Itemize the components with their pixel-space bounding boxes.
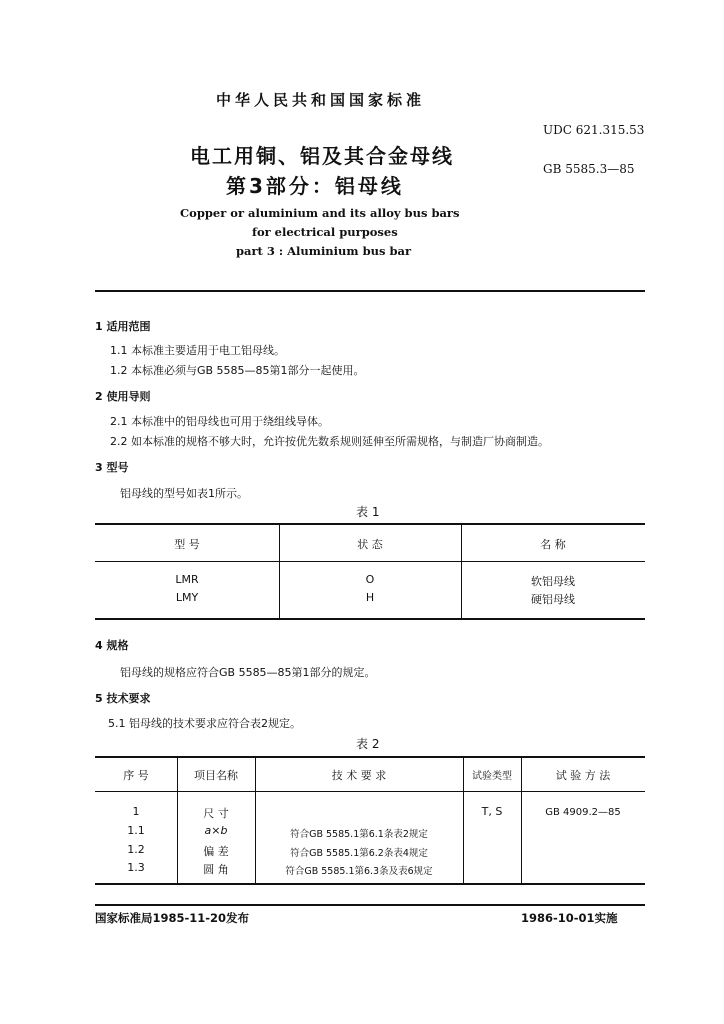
table1-header-name: 名 称 — [540, 538, 566, 551]
section-4-text: 铝母线的规格应符合GB 5585—85第1部分的规定。 — [120, 666, 376, 679]
clause-1-2: 1.2 本标准必须与GB 5585—85第1部分一起使用。 — [110, 364, 365, 377]
table1-cell: 软铝母线 — [531, 575, 575, 588]
header-rule — [95, 290, 645, 292]
table1-bottom-rule — [95, 618, 645, 620]
table2-bottom-rule — [95, 883, 645, 885]
table1-cell: O — [365, 573, 375, 586]
national-standard-label: 中华人民共和国国家标准 — [216, 91, 426, 109]
table2-cell: 圆 角 — [203, 863, 229, 876]
clause-5-1: 5.1 铝母线的技术要求应符合表2规定。 — [108, 717, 301, 730]
udc-code: UDC 621.315.53 — [543, 123, 645, 137]
section-2-heading: 2 使用导则 — [95, 390, 151, 403]
table2-cell: 1 — [132, 805, 140, 818]
effective-date: 1986-10-01实施 — [521, 911, 618, 925]
table2-header-requirement: 技 术 要 求 — [331, 769, 387, 782]
table1-cell: 硬铝母线 — [531, 593, 575, 606]
table2-header-test-method: 试 验 方 法 — [555, 769, 611, 782]
table2-cell: 1.1 — [127, 824, 145, 837]
table1-header-model: 型 号 — [174, 538, 200, 551]
gb-number: GB 5585.3—85 — [543, 162, 635, 176]
table2-cell: T, S — [481, 805, 503, 818]
clause-1-1: 1.1 本标准主要适用于电工铝母线。 — [110, 344, 285, 357]
table1-header-rule — [95, 561, 645, 562]
table1-header-state: 状 态 — [357, 538, 383, 551]
section-5-heading: 5 技术要求 — [95, 692, 151, 705]
title-cn-line1: 电工用铜、铝及其合金母线 — [190, 144, 454, 168]
table2-cell: 符合GB 5585.1第6.1条表2规定 — [290, 829, 428, 840]
table2-caption: 表 2 — [356, 737, 380, 751]
issued-date: 国家标准局1985-11-20发布 — [95, 911, 250, 925]
table2-cell: 尺 寸 — [203, 807, 229, 820]
table2-cell: GB 4909.2—85 — [545, 807, 621, 818]
table2-cell: 偏 差 — [203, 845, 229, 858]
section-3-heading: 3 型号 — [95, 461, 129, 474]
table2-header-test-type: 试验类型 — [472, 771, 512, 782]
table1-cell: LMY — [175, 591, 199, 604]
table2-cell: 1.2 — [127, 843, 145, 856]
table2-cell: a×b — [204, 824, 228, 837]
footer-rule — [95, 904, 645, 906]
table2-cell: 1.3 — [127, 861, 145, 874]
table1-caption: 表 1 — [356, 505, 380, 519]
table1-top-rule — [95, 523, 645, 525]
section-4-heading: 4 规格 — [95, 639, 129, 652]
table1-cell: H — [365, 591, 375, 604]
title-cn-line2: 第3部分：铝母线 — [226, 174, 404, 198]
table2-cell: 符合GB 5585.1第6.2条表4规定 — [290, 848, 428, 859]
table2-header-item: 项目名称 — [194, 769, 238, 782]
clause-2-2: 2.2 如本标准的规格不够大时，允许按优先数系规则延伸至所需规格，与制造厂协商制造。 — [110, 435, 549, 448]
table1-cell: LMR — [175, 573, 199, 586]
section-3-text: 铝母线的型号如表1所示。 — [120, 487, 248, 500]
section-1-heading: 1 适用范围 — [95, 320, 151, 333]
table2-cell: 符合GB 5585.1第6.3条及表6规定 — [285, 866, 433, 877]
title-en-line1: Copper or aluminium and its alloy bus bars — [180, 206, 460, 220]
title-en-line3: part 3 : Aluminium bus bar — [236, 244, 412, 258]
table2-header-seq: 序 号 — [123, 769, 149, 782]
clause-2-1: 2.1 本标准中的铝母线也可用于绕组线导体。 — [110, 415, 329, 428]
title-en-line2: for electrical purposes — [252, 225, 398, 239]
